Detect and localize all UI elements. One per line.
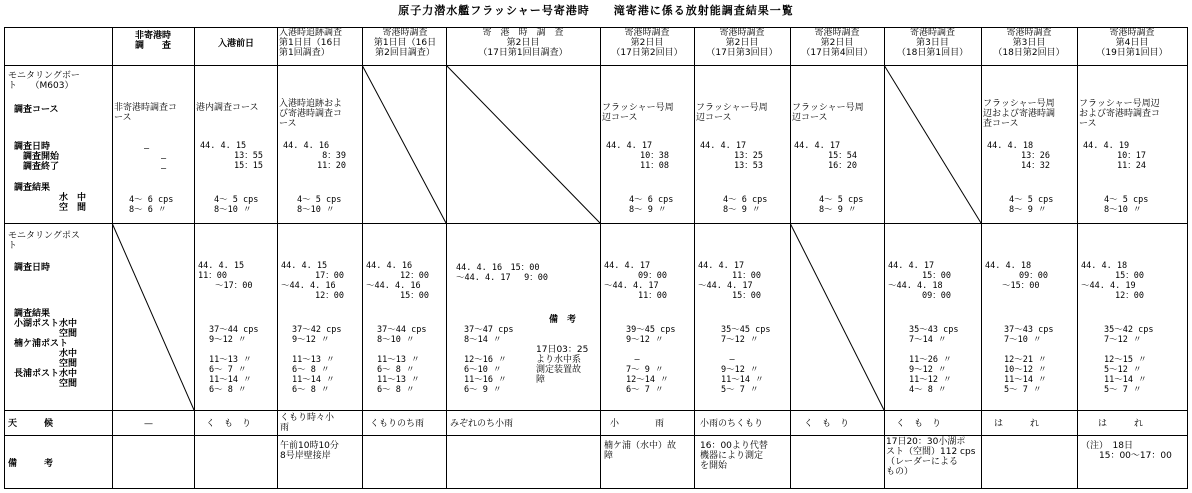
weather-cell: くもり時々小 雨 xyxy=(280,413,335,433)
post-note-title: 備 考 xyxy=(549,315,577,325)
post-datetime-cell: 44. 4. 17 15：00 ～44. 4. 18 09：00 xyxy=(888,261,951,301)
port-result-label: 調査結果 水 中 空 間 xyxy=(14,183,87,213)
post-result-label: 調査結果 小湖ポスト水中 空間 楠ケ浦ポスト 水中 空間 長浦ポスト水中 空間 xyxy=(14,309,78,389)
port-section-label: モニタリングボー ト （M603） xyxy=(8,71,80,91)
post-section-label: モニタリングポス ト xyxy=(8,231,80,251)
col-divider xyxy=(362,27,363,489)
weather-cell: みぞれのち小雨 xyxy=(450,419,514,429)
col-divider xyxy=(600,27,601,489)
col-header: 寄港時調査 第2日目 （17日第2回目） xyxy=(611,28,683,58)
course-cell: 入港時追跡およ び寄港時調査コ ース xyxy=(279,99,343,129)
course-label: 調査コース xyxy=(14,105,59,115)
col-divider xyxy=(981,27,982,489)
port-datetime-cell: 44. 4. 17 15：54 16：20 xyxy=(794,141,857,171)
col-header: 寄 港 時 調 査 第2日目 （17日第1回目調査） xyxy=(478,28,568,58)
row-divider xyxy=(4,435,1188,436)
course-cell: 港内調査コース xyxy=(196,103,259,113)
post-result-cell: 35～45 cps 7～12 〃 — 9～12 〃 11～14 〃 5～ 7 〃 xyxy=(721,325,771,395)
weather-cell: くもりのち雨 xyxy=(370,419,425,429)
port-result-cell: 4～ 5 cps 8～10 〃 xyxy=(297,195,342,215)
post-datetime-cell: 44. 4. 17 09：00 ～44. 4. 17 11：00 xyxy=(604,261,667,301)
remarks-cell: 16：00より代替 機器により測定 を開始 xyxy=(700,441,768,471)
results-table xyxy=(4,27,1188,489)
port-result-cell: 4～ 5 cps 8～10 〃 xyxy=(1104,195,1149,215)
row-divider xyxy=(4,223,1188,224)
remarks-cell: 午前10時10分 8号岸壁接岸 xyxy=(280,441,339,461)
col-header: 寄港時調査 第2日目 （17日第3回目） xyxy=(706,28,778,58)
col-divider xyxy=(277,27,278,489)
post-result-cell: 37～43 cps 7～10 〃 12～21 〃 10～12 〃 11～14 〃 5～ 7 〃 xyxy=(1004,325,1054,395)
port-datetime-cell: 44. 4. 18 13：26 14：32 xyxy=(987,141,1050,171)
col-divider xyxy=(446,27,447,489)
post-datetime-cell: 44. 4. 18 15：00 ～44. 4. 19 12：00 xyxy=(1081,261,1144,301)
post-result-cell: 37～42 cps 9～12 〃 11～13 〃 6～ 8 〃 11～14 〃 6～ 8 〃 xyxy=(292,325,342,395)
post-datetime-cell: 44. 4. 16 15：00 ～44. 4. 17 9：00 xyxy=(456,263,549,283)
post-result-cell: 39～45 cps 9～12 〃 — 7～ 9 〃 12～14 〃 6～ 7 〃 xyxy=(626,325,676,395)
col-divider xyxy=(1077,27,1078,489)
col-header: 寄港時調査 第4日目 （19日第1回目） xyxy=(1096,28,1168,58)
course-cell: フラッシャー号周 辺コース xyxy=(602,103,674,123)
post-datetime-cell: 44. 4. 15 11：00 ～17：00 xyxy=(198,261,253,291)
col-header: 寄港時調査 第3日目 （18日第2回目） xyxy=(993,28,1065,58)
port-result-cell: 4～ 5 cps 8～10 〃 xyxy=(214,195,259,215)
post-result-cell: 35～43 cps 7～14 〃 11～26 〃 9～12 〃 11～12 〃 4～ 8 〃 xyxy=(909,325,959,395)
port-datetime-cell: — — — xyxy=(144,144,167,174)
col-header: 寄港時調査 第2日目 （17日第4回目） xyxy=(801,28,873,58)
weather-label: 天 候 xyxy=(8,419,54,429)
post-result-cell: 37～47 cps 8～14 〃 12～16 〃 6～10 〃 11～16 〃 6～ 9 〃 xyxy=(464,325,514,395)
course-cell: フラッシャー号周 辺コース xyxy=(696,103,768,123)
page-title: 原子力潜水艦フラッシャー号寄港時 滝寄港に係る放射能調査結果一覧 xyxy=(398,4,794,17)
course-cell: 非寄港時調査コ ース xyxy=(114,103,178,123)
port-datetime-cell: 44. 4. 17 10：38 11：08 xyxy=(606,141,669,171)
row-divider xyxy=(4,65,1188,66)
post-datetime-cell: 44. 4. 16 12：00 ～44. 4. 16 15：00 xyxy=(366,261,429,301)
weather-cell: く も り xyxy=(206,419,252,429)
course-cell: フラッシャー号周 辺コース xyxy=(792,103,864,123)
remarks-cell: 17日20：30小湖ポ スト（空間）112 cps （レーダーによる もの） xyxy=(886,437,976,477)
remarks-label: 備 考 xyxy=(8,459,54,469)
course-cell: フラッシャー号周辺 および寄港時調査コ ース xyxy=(1079,99,1161,129)
port-result-cell: 4～ 5 cps 8～ 9 〃 xyxy=(1009,195,1054,215)
port-result-cell: 4～ 6 cps 8～ 6 〃 xyxy=(129,195,174,215)
col-divider xyxy=(694,27,695,489)
post-note: 17日03：25 より水中系 測定装置故 障 xyxy=(536,345,589,385)
post-result-cell: 37～44 cps 8～10 〃 11～13 〃 6～ 8 〃 11～13 〃 6～ 8 〃 xyxy=(377,325,427,395)
port-result-cell: 4～ 6 cps 8～ 9 〃 xyxy=(629,195,674,215)
port-result-cell: 4～ 5 cps 8～ 9 〃 xyxy=(819,195,864,215)
weather-cell: は れ xyxy=(994,419,1040,429)
weather-cell: 小雨のちくもり xyxy=(700,419,764,429)
course-cell: フラッシャー号周 辺および寄港時調 査コース xyxy=(983,99,1056,129)
col-header: 寄港時調査 第1日目（16日 第2回目調査） xyxy=(373,28,437,58)
col-divider xyxy=(194,27,195,489)
port-result-cell: 4～ 6 cps 8～ 9 〃 xyxy=(723,195,768,215)
post-datetime-cell: 44. 4. 18 09：00 ～15：00 xyxy=(985,261,1048,291)
weather-cell: — xyxy=(144,419,153,429)
port-datetime-cell: 44. 4. 16 8：39 11：20 xyxy=(283,141,346,171)
post-result-cell: 37～44 cps 9～12 〃 11～13 〃 6～ 7 〃 11～14 〃 6～ 8 〃 xyxy=(209,325,259,395)
weather-cell: 小 雨 xyxy=(610,419,665,429)
col-header: 非寄港時 調 査 xyxy=(134,31,171,51)
post-datetime-cell: 44. 4. 15 17：00 ～44. 4. 16 12：00 xyxy=(281,261,344,301)
col-divider xyxy=(884,27,885,489)
port-datetime-cell: 44. 4. 15 13：55 15：15 xyxy=(200,141,263,171)
port-datetime-cell: 44. 4. 17 13：25 13：53 xyxy=(700,141,763,171)
port-datetime-cell: 44. 4. 19 10：17 11：24 xyxy=(1083,141,1146,171)
remarks-cell: 楠ケ浦（水中）故 障 xyxy=(604,441,677,461)
col-header: 入港前日 xyxy=(217,39,254,49)
post-datetime-label: 調査日時 xyxy=(14,263,51,273)
remarks-cell: （注） 18日 15：00～17：00 xyxy=(1081,441,1172,461)
post-datetime-cell: 44. 4. 17 11：00 ～44. 4. 17 15：00 xyxy=(698,261,761,301)
col-header: 寄港時調査 第3日目 （18日第1回目） xyxy=(896,28,969,58)
weather-cell: く も り xyxy=(896,419,942,429)
port-datetime-label: 調査日時 調査開始 調査終了 xyxy=(14,142,60,172)
weather-cell: く も り xyxy=(804,419,850,429)
col-divider xyxy=(112,27,113,489)
weather-cell: は れ xyxy=(1098,419,1144,429)
row-divider xyxy=(4,410,1188,411)
col-header: 入港時追跡調査 第1日目（16日 第1回調査） xyxy=(279,28,343,58)
post-result-cell: 35～42 cps 7～12 〃 12～15 〃 5～12 〃 11～14 〃 5～ 7 〃 xyxy=(1104,325,1154,395)
col-divider xyxy=(790,27,791,489)
